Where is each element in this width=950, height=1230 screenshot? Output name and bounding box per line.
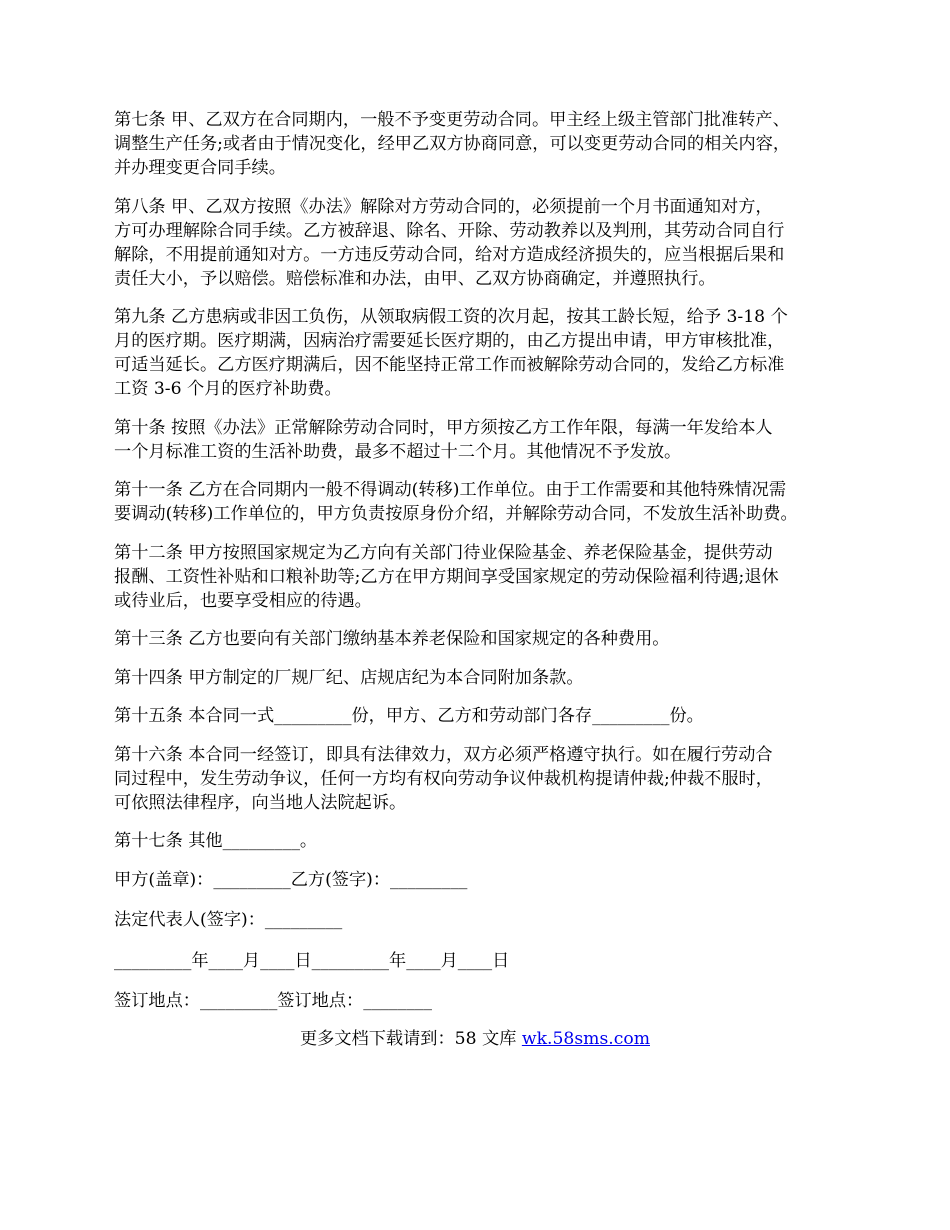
signature-block xyxy=(114,868,844,1014)
article-line: 月的医疗期。医疗期满，因病治疗需要延长医疗期的，由乙方提出申请，甲方审核批准， xyxy=(114,331,785,351)
article-line: 同过程中，发生劳动争议，任何一方均有权向劳动争议仲裁机构提请仲裁;仲裁不服时， xyxy=(114,768,773,789)
contract-article xyxy=(114,541,844,613)
signing-place-line: 签订地点：_________签订地点：________ xyxy=(114,991,432,1011)
contract-article xyxy=(114,305,844,401)
article-line: 第十六条 本合同一经签订，即具有法律效力，双方必须严格遵守执行。如在履行劳动合 xyxy=(114,744,773,765)
article-line: 责任大小，予以赔偿。赔偿标准和办法，由甲、乙双方协商确定，并遵照执行。 xyxy=(114,268,716,289)
article-line: 第十一条 乙方在合同期内一般不得调动(转移)工作单位。由于工作需要和其他特殊情况需 xyxy=(114,480,787,500)
article-line: 要调动(转移)工作单位的，甲方负责按原身份介绍，并解除劳动合同，不发放生活补助费。 xyxy=(114,504,798,524)
article-line: 方可办理解除合同手续。乙方被辞退、除名、开除、劳动教养以及判刑，其劳动合同自行 xyxy=(114,220,785,241)
article-line: 调整生产任务;或者由于情况变化，经甲乙双方协商同意，可以变更劳动合同的相关内容， xyxy=(114,134,791,154)
article-line: 或待业后，也要享受相应的待遇。 xyxy=(114,590,372,611)
article-line: 第十四条 甲方制定的厂规厂纪、店规店纪为本合同附加条款。 xyxy=(114,667,584,688)
contract-article xyxy=(114,666,844,690)
article-line: 第十五条 本合同一式_________份，甲方、乙方和劳动部门各存_________份。 xyxy=(114,706,704,726)
article-line: 工资 3-6 个月的医疗补助费。 xyxy=(114,379,342,399)
contract-article xyxy=(114,829,844,853)
article-line: 报酬、工资性补贴和口粮补助等;乙方在甲方期间享受国家规定的劳动保险福利待遇;退休 xyxy=(114,566,779,587)
contract-article xyxy=(114,195,844,291)
contract-article xyxy=(114,478,844,526)
document-body xyxy=(114,108,844,1030)
footer-link[interactable]: wk.58sms.com xyxy=(521,1029,650,1049)
signing-date-line: _________年____月____日_________年____月____日 xyxy=(114,950,510,971)
contract-article xyxy=(114,704,844,728)
article-line: 第七条 甲、乙双方在合同期内，一般不予变更劳动合同。甲主经上级主管部门批准转产、 xyxy=(114,110,790,130)
article-line: 可依照法律程序，向当地人法院起诉。 xyxy=(114,792,407,813)
article-line: 第十七条 其他_________。 xyxy=(114,831,318,851)
contract-article xyxy=(114,627,844,651)
article-line: 第十条 按照《办法》正常解除劳动合同时，甲方须按乙方工作年限，每满一年发给本人 xyxy=(114,417,773,438)
footer xyxy=(0,1027,950,1051)
party-signature-line: 甲方(盖章)：_________乙方(签字)：_________ xyxy=(114,869,468,890)
representative-signature-line: 法定代表人(签字)：_________ xyxy=(114,910,343,930)
article-line: 可适当延长。乙方医疗期满后，因不能坚持正常工作而被解除劳动合同的，发给乙方标准 xyxy=(114,355,785,375)
contract-articles xyxy=(114,108,844,853)
article-line: 第九条 乙方患病或非因工负伤，从领取病假工资的次月起，按其工龄长短，给予 3-18 个 xyxy=(114,307,788,327)
article-line: 第十三条 乙方也要向有关部门缴纳基本养老保险和国家规定的各种费用。 xyxy=(114,629,670,649)
article-line: 一个月标准工资的生活补助费，最多不超过十二个月。其他情况不予发放。 xyxy=(114,441,682,462)
article-line: 第八条 甲、乙双方按照《办法》解除对方劳动合同的，必须提前一个月书面通知对方， xyxy=(114,196,773,217)
footer-prefix: 更多文档下载请到：58 文库 xyxy=(299,1029,522,1049)
contract-article xyxy=(114,743,844,815)
article-line: 第十二条 甲方按照国家规定为乙方向有关部门待业保险基金、养老保险基金，提供劳动 xyxy=(114,542,773,563)
contract-article xyxy=(114,108,844,180)
contract-article xyxy=(114,416,844,464)
article-line: 并办理变更合同手续。 xyxy=(114,158,286,178)
article-line: 解除，不用提前通知对方。一方违反劳动合同，给对方造成经济损失的，应当根据后果和 xyxy=(114,244,785,265)
